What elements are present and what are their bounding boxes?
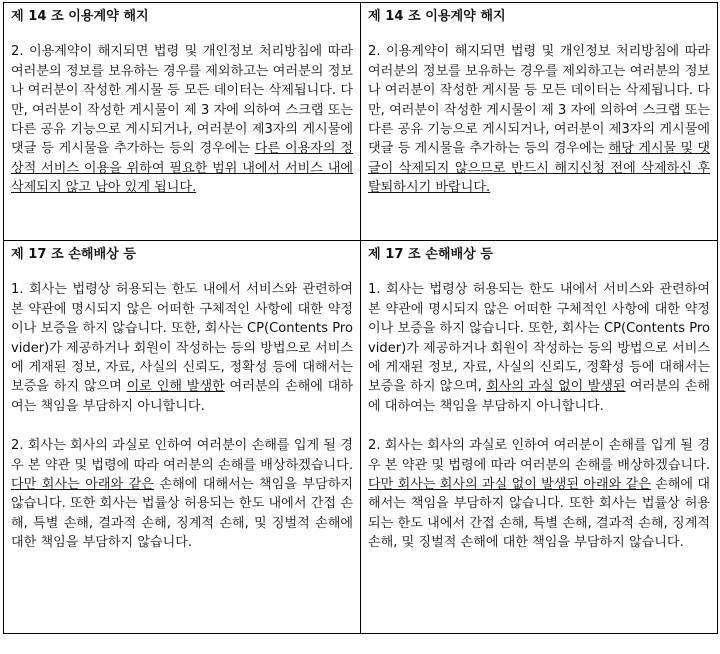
table-cell-right: [361, 3, 718, 241]
paragraph-text: 손해에 대해서는 책임을 부담하지 않습니다. 또한 회사는 법률상 허용되는 한도 내에서 간접 손해, 특별 손해, 결과적 손해, 징계적 손해, 및 징벌적 손해에 대한 책임을 부담하지 않습니다.: [11, 477, 353, 551]
paragraph-text: 손해에 대해서는 책임을 부담하지 않습니다. 또한 회사는 법률상 허용되는 한도 내에서 간접 손해, 특별 손해, 결과적 손해, 징계적 손해, 및 징벌적 손해에 대한 책임을 부담하지 않습니다.: [368, 477, 710, 551]
paragraph-text: 여러분의 손해에 대하여는 책임을 부담하지 아니합니다.: [368, 379, 711, 414]
article-paragraph: [11, 436, 353, 552]
paragraph-text: 여러분의 손해에 대하여는 책임을 부담하지 아니합니다.: [11, 379, 353, 414]
table-cell-left: [4, 241, 361, 634]
article-paragraph: [368, 42, 710, 197]
table-row: [4, 241, 718, 634]
paragraph-text: 1. 회사는 법령상 허용되는 한도 내에서 서비스와 관련하여 본 약관에 명시되지 않은 어떠한 구체적인 사항에 대한 약정이나 보증을 하지 않습니다. 또한, 회사는 CP(Contents Provider)가 제공하거나 회원이 작성하는 등의 방법으로 서비스에 게재된 정보, 자료, 사실의 신뢰도, 정확성 등에 대해서는 보증을 하지 않으며,: [368, 282, 710, 395]
article-paragraph: [11, 42, 353, 197]
table-cell-right: [361, 241, 718, 634]
comparison-table: [3, 2, 718, 634]
underlined-text: 다만 회사는 회사의 과실 없이 발생된 아래와 같은: [368, 477, 651, 493]
article-paragraph: [368, 280, 710, 416]
paragraph-text: 2. 이용계약이 해지되면 법령 및 개인정보 처리방침에 따라 여러분의 정보를 보유하는 경우를 제외하고는 여러분의 정보나 여러분이 작성한 게시물 등 모든 데이터는 삭제됩니다. 다만, 여러분이 작성한 게시물이 제 3 자에 의하여 스크랩 또는 다른 공유 기능으로 게시되거나, 여러분이 제3자의 게시물에 댓글 등 게시물을 추가하는 등의 경우에는: [11, 44, 353, 157]
article-title: 제 14 조 이용계약 해지: [11, 9, 149, 24]
article-paragraph: [368, 436, 710, 552]
article-title: 제 17 조 손해배상 등: [368, 247, 493, 262]
paragraph-text: 1. 회사는 법령상 허용되는 한도 내에서 서비스와 관련하여 본 약관에 명시되지 않은 어떠한 구체적인 사항에 대한 약정이나 보증을 하지 않습니다. 또한, 회사는 CP(Contents Provider)가 제공하거나 회원이 작성하는 등의 방법으로 서비스에 게재된 정보, 자료, 사실의 신뢰도, 정확성 등에 대해서는 보증을 하지 않으며: [11, 282, 353, 395]
article-title: 제 17 조 손해배상 등: [11, 247, 136, 262]
article-title: 제 14 조 이용계약 해지: [368, 9, 506, 24]
article-paragraph: [11, 280, 353, 416]
table-row: [4, 3, 718, 241]
table-cell-left: [4, 3, 361, 241]
underlined-text: 이로 인해 발생한: [126, 379, 225, 395]
paragraph-text: 2. 이용계약이 해지되면 법령 및 개인정보 처리방침에 따라 여러분의 정보를 보유하는 경우를 제외하고는 여러분의 정보나 여러분이 작성한 게시물 등 모든 데이터는 삭제됩니다. 다만, 여러분이 작성한 게시물이 제 3 자에 의하여 스크랩 또는 다른 공유 기능으로 게시되거나, 여러분이 제3자의 게시물에 댓글 등 게시물을 추가하는 등의 경우에는: [368, 44, 710, 157]
underlined-text: 해당 게시물 및 댓글이 삭제되지 않으므로 반드시 해지신청 전에 삭제하신 후 탈퇴하시기 바랍니다.: [368, 141, 711, 196]
underlined-text: 다른 이용자의 정상적 서비스 이용을 위하여 필요한 범위 내에서 서비스 내에 삭제되지 않고 남아 있게 됩니다.: [11, 141, 353, 196]
underlined-text: 회사의 과실 없이 발생된: [486, 379, 626, 395]
paragraph-text: 2. 회사는 회사의 과실로 인하여 여러분이 손해를 입게 될 경우 본 약관 및 법령에 따라 여러분의 손해를 배상하겠습니다.: [11, 438, 353, 473]
underlined-text: 다만 회사는 아래와 같은: [11, 477, 154, 493]
paragraph-text: 2. 회사는 회사의 과실로 인하여 여러분이 손해를 입게 될 경우 본 약관 및 법령에 따라 여러분의 손해를 배상하겠습니다.: [368, 438, 710, 473]
